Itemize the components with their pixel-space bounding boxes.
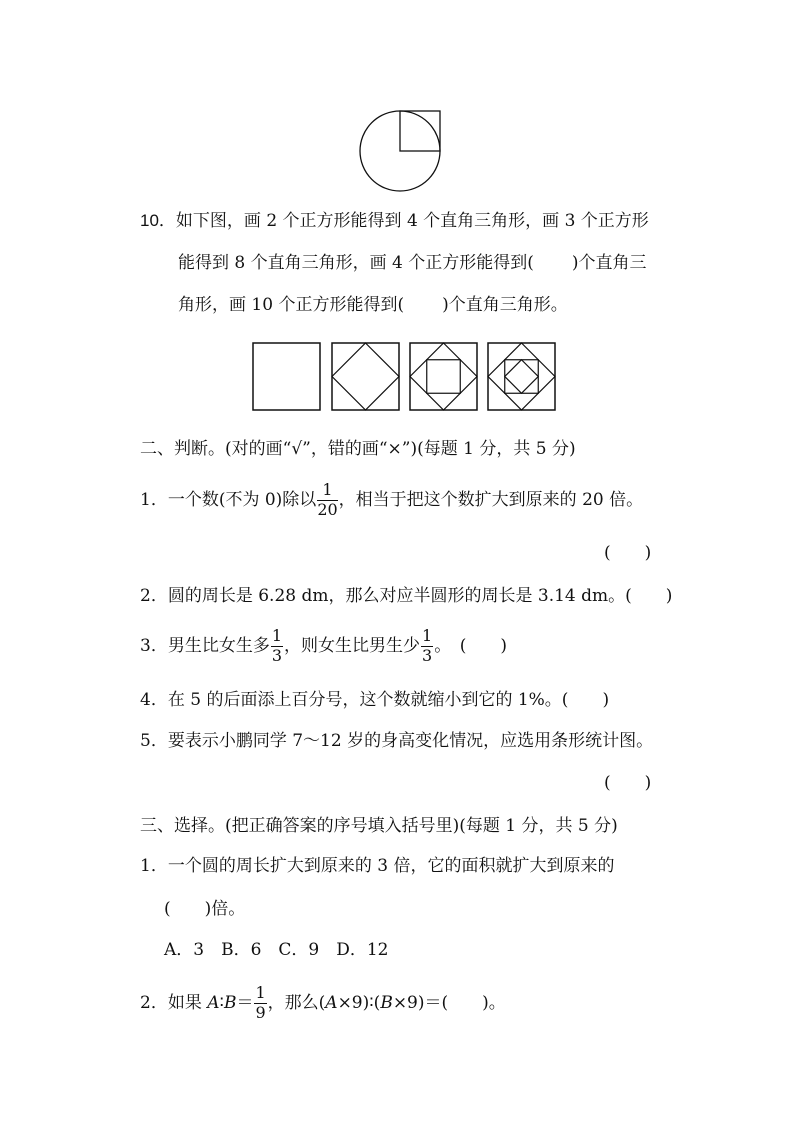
q10-text-line2a: 能得到 8 个直角三角形，画 4 个正方形能得到( <box>178 253 534 273</box>
choice-q2-times-1: ×9)∶( <box>337 992 381 1013</box>
judge-q2: 2．圆的周长是 6.28 dm，那么对应半圆形的周长是 3.14 dm。( ) <box>140 586 673 606</box>
judge-q4: 4．在 5 的后面添上百分号，这个数就缩小到它的 1%。( ) <box>140 690 610 710</box>
section-judge-heading: 二、判断。(对的画“√”，错的画“×”)(每题 1 分，共 5 分) <box>140 439 576 459</box>
q10-text-line3b: )个直角三角形。 <box>442 295 568 315</box>
q10-line1 <box>140 212 649 230</box>
fraction-numerator: 1 <box>255 983 266 1002</box>
judge-q3-text-a: 3．男生比女生多 <box>140 635 270 656</box>
q10-number: 10． <box>140 211 176 230</box>
fraction-numerator: 1 <box>317 482 337 501</box>
judge-q3-text-c: 。 ( ) <box>434 635 507 656</box>
squares-2 <box>332 343 399 410</box>
q10-line2 <box>178 255 647 272</box>
choice-q1-line2: ( )倍。 <box>164 899 246 919</box>
judge-q1-text-a: 1．一个数(不为 0)除以 <box>140 489 317 510</box>
judge-q1 <box>140 482 643 519</box>
fraction-1-20 <box>317 482 337 519</box>
fraction-numerator: 1 <box>422 626 433 645</box>
var-a: A <box>207 992 220 1013</box>
choice-q2 <box>140 985 506 1022</box>
circle-square-figure <box>358 108 448 198</box>
fraction-denominator: 20 <box>317 499 338 519</box>
q10-text-line3a: 角形，画 10 个正方形能得到( <box>178 295 405 315</box>
choice-q2-mid: ，那么( <box>267 992 326 1013</box>
nested-squares-figure <box>250 340 570 416</box>
choice-q1-options: A．3 B．6 C．9 D．12 <box>164 940 389 960</box>
ratio-colon: ∶ <box>219 992 224 1013</box>
fraction-denominator: 3 <box>271 645 283 665</box>
choice-q2-times-2: ×9)＝( )。 <box>392 992 506 1013</box>
judge-q1-text-b: ，相当于把这个数扩大到原来的 20 倍。 <box>338 489 644 510</box>
judge-q3-text-b: ，则女生比男生少 <box>284 635 421 656</box>
fraction-denominator: 9 <box>255 1002 266 1022</box>
fraction-1-9 <box>254 985 266 1022</box>
equals-sign: ＝ <box>236 992 254 1013</box>
var-a: A <box>325 992 338 1013</box>
squares-4 <box>488 343 555 410</box>
fraction-1-3-b <box>421 628 433 665</box>
q10-text-line2b: )个直角三 <box>571 253 647 273</box>
judge-q5-answer-paren[interactable]: ( ) <box>604 773 652 793</box>
choice-q2-prefix: 2．如果 <box>140 992 208 1013</box>
fraction-denominator: 3 <box>422 645 433 665</box>
fraction-numerator: 1 <box>271 626 283 645</box>
squares-1 <box>253 343 320 410</box>
fraction-1-3-a <box>271 628 283 665</box>
var-b: B <box>380 992 393 1013</box>
section-choice-heading: 三、选择。(把正确答案的序号填入括号里)(每题 1 分，共 5 分) <box>140 816 618 836</box>
judge-q1-answer-paren[interactable]: ( ) <box>604 543 652 563</box>
q10-line3 <box>178 297 568 314</box>
var-b: B <box>223 992 237 1013</box>
q10-text-line1: 如下图，画 2 个正方形能得到 4 个直角三角形，画 3 个正方形 <box>175 211 649 231</box>
judge-q5: 5．要表示小鹏同学 7～12 岁的身高变化情况，应选用条形统计图。 <box>140 731 654 751</box>
judge-q3 <box>140 628 507 665</box>
squares-3 <box>410 343 477 410</box>
choice-q1-line1: 1．一个圆的周长扩大到原来的 3 倍，它的面积就扩大到原来的 <box>140 856 615 876</box>
